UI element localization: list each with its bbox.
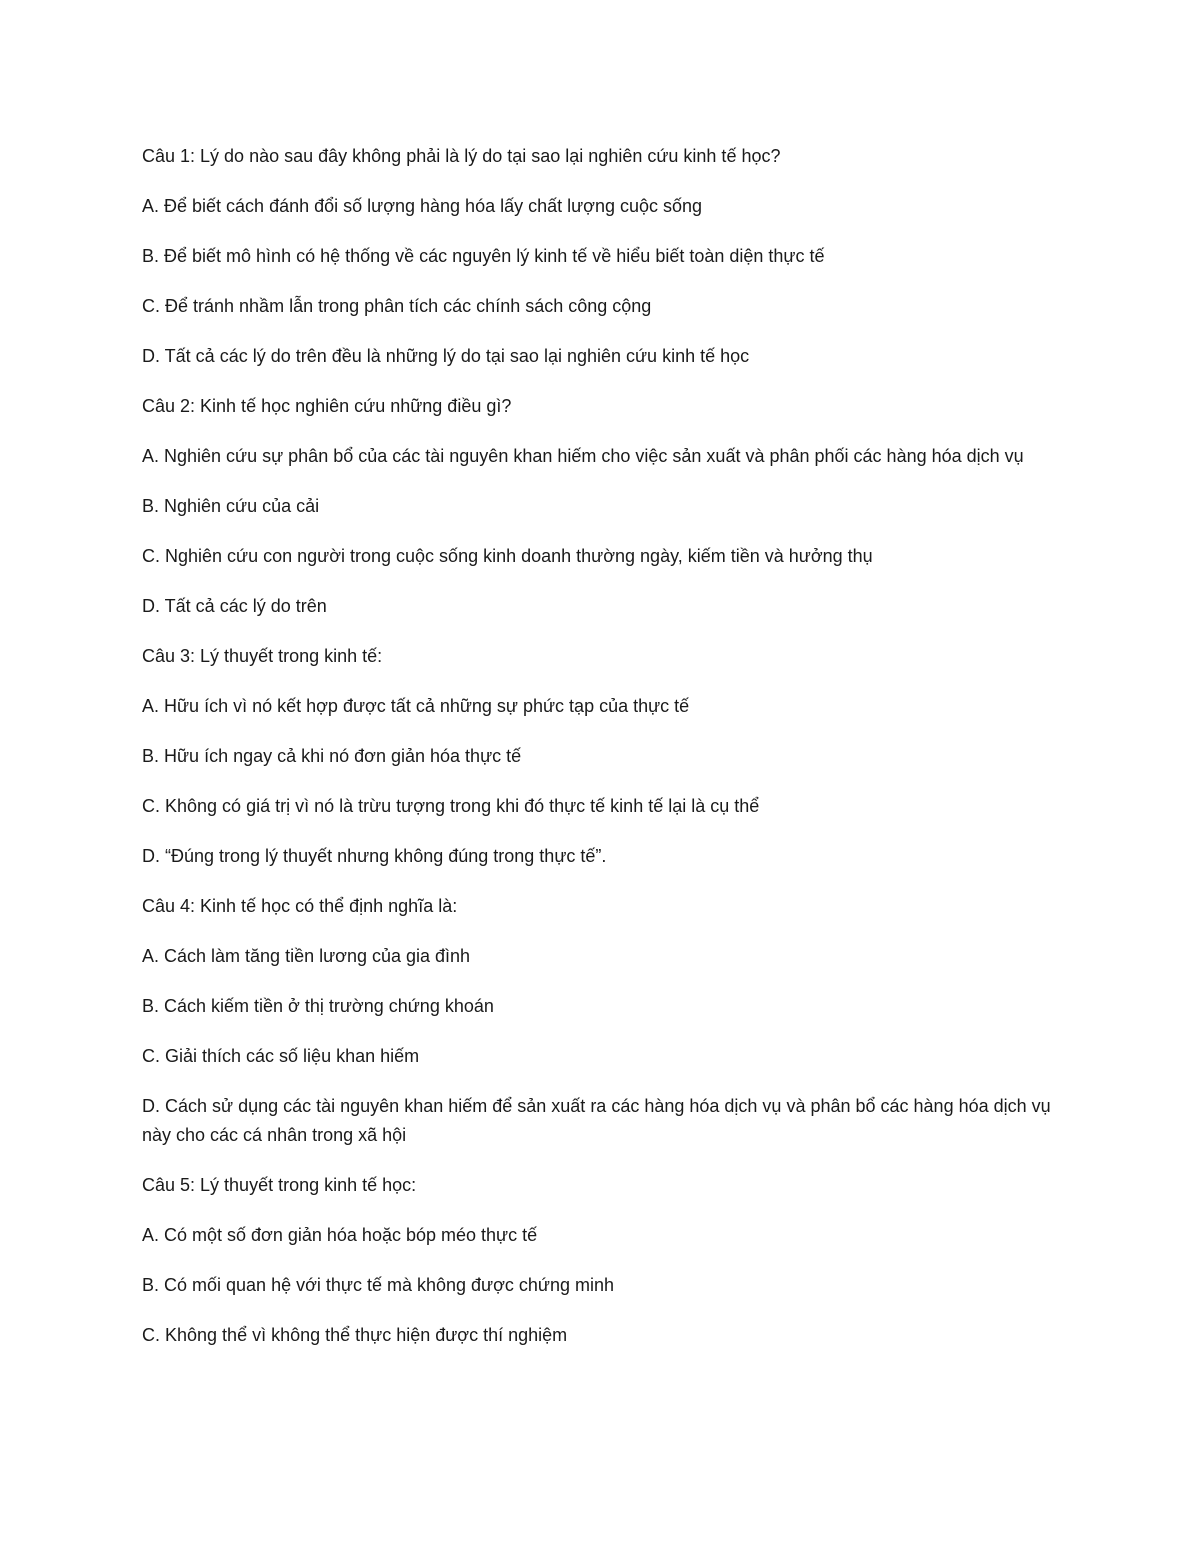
question-1-option-a: A. Để biết cách đánh đổi số lượng hàng hóa lấy chất lượng cuộc sống <box>142 196 703 216</box>
question-3-option-a: A. Hữu ích vì nó kết hợp được tất cả những sự phức tạp của thực tế <box>142 696 690 716</box>
question-3-text: Câu 3: Lý thuyết trong kinh tế: <box>142 646 383 666</box>
question-1-option-c: C. Để tránh nhầm lẫn trong phân tích các chính sách công cộng <box>142 296 652 316</box>
question-4-option-b: B. Cách kiếm tiền ở thị trường chứng khoán <box>142 996 494 1016</box>
document-body <box>142 142 1062 1371</box>
question-1-option-d: D. Tất cả các lý do trên đều là những lý do tại sao lại nghiên cứu kinh tế học <box>142 346 750 366</box>
question-2-text: Câu 2: Kinh tế học nghiên cứu những điều gì? <box>142 396 512 416</box>
question-3-option-b: B. Hữu ích ngay cả khi nó đơn giản hóa thực tế <box>142 746 522 766</box>
question-3-option-c: C. Không có giá trị vì nó là trừu tượng trong khi đó thực tế kinh tế lại là cụ thể <box>142 796 760 816</box>
question-3-option-d: D. “Đúng trong lý thuyết nhưng không đúng trong thực tế”. <box>142 846 607 866</box>
question-2-option-d: D. Tất cả các lý do trên <box>142 596 327 616</box>
question-4-text: Câu 4: Kinh tế học có thể định nghĩa là: <box>142 896 458 916</box>
question-4-option-d: D. Cách sử dụng các tài nguyên khan hiếm để sản xuất ra các hàng hóa dịch vụ và phân bổ các hàng hóa dịch vụ này cho các cá nhân trong xã hội <box>142 1096 1051 1145</box>
question-2-option-a: A. Nghiên cứu sự phân bổ của các tài nguyên khan hiếm cho việc sản xuất và phân phối các hàng hóa dịch vụ <box>142 446 1024 466</box>
question-5-option-b: B. Có mối quan hệ với thực tế mà không được chứng minh <box>142 1275 614 1295</box>
question-2-option-b: B. Nghiên cứu của cải <box>142 496 320 516</box>
question-5-option-c: C. Không thể vì không thể thực hiện được thí nghiệm <box>142 1325 568 1345</box>
question-1-text: Câu 1: Lý do nào sau đây không phải là lý do tại sao lại nghiên cứu kinh tế học? <box>142 146 781 166</box>
question-4-option-c: C. Giải thích các số liệu khan hiếm <box>142 1046 420 1066</box>
question-5-text: Câu 5: Lý thuyết trong kinh tế học: <box>142 1175 417 1195</box>
question-2-option-c: C. Nghiên cứu con người trong cuộc sống kinh doanh thường ngày, kiếm tiền và hưởng thụ <box>142 546 873 566</box>
question-5-option-a: A. Có một số đơn giản hóa hoặc bóp méo thực tế <box>142 1225 538 1245</box>
question-4-option-a: A. Cách làm tăng tiền lương của gia đình <box>142 946 471 966</box>
question-1-option-b: B. Để biết mô hình có hệ thống về các nguyên lý kinh tế về hiểu biết toàn diện thực tế <box>142 246 825 266</box>
